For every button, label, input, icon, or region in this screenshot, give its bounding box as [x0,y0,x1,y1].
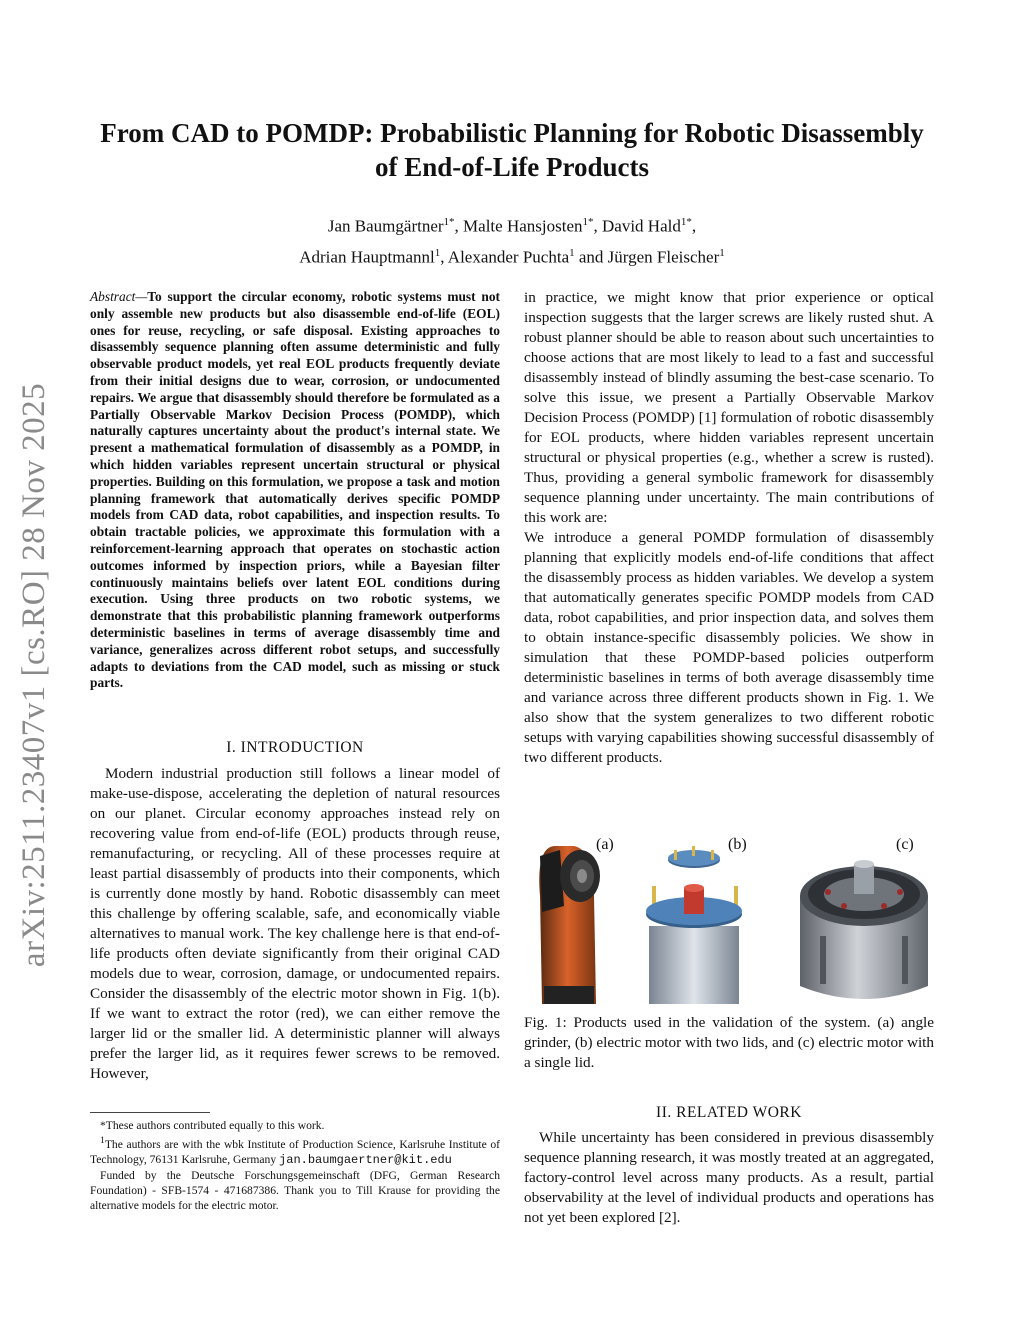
section-heading-introduction: I. INTRODUCTION [226,739,364,756]
angle-grinder-image [539,846,600,1004]
footnote-affiliation [90,1133,500,1168]
author-affiliation-mark: 1* [443,216,455,228]
figure-1-illustration [524,836,934,1004]
paragraph: in practice, we might know that prior experience or optical inspection suggests that the larger screws are likely rusted shut. A robust planner should be able to reason about such uncertainties to choose actions that are most likely to lead to a fast and successful disassembly instead of blindly assuming the best-case scenario. To solve this issue, we present a Partially Observable Markov Decision Process (POMDP) [1] formulation of robotic disassembly for EOL products, where hidden variables represent uncertain structural or physical properties (e.g., whether a screw is rusted). Thus, providing a general symbolic framework for disassembly sequence planning under uncertainty. The main contributions of this work are: [524,289,934,526]
footnote-rule [90,1112,210,1113]
footnotes [90,1118,500,1213]
introduction-body [90,764,500,1084]
title-line-1: From CAD to POMDP: Probabilistic Planning for Robotic Disassembly [100,118,924,148]
related-work-body [524,1128,934,1228]
figure-label-b: (b) [728,836,747,853]
footnote-affiliation-text: The authors are with the wbk Institute of Production Science, Karlsruhe Institute of Technology, 76131 Karlsruhe, Germany [90,1137,500,1166]
electric-motor-two-lids-image [646,846,742,1004]
author-affiliation-mark: 1* [680,216,692,228]
right-column-body [524,288,934,768]
author-email: jan.baumgaertner@kit.edu [279,1152,452,1167]
footnote-funding: Funded by the Deutsche Forschungsgemeinschaft (DFG, German Research Foundation) - SFB-1574 - 471687386. Thank you to Till Krause for providing the alternative models for the electric motor. [90,1168,500,1212]
arxiv-identifier-stamp: arXiv:2511.23407v1 [cs.RO] 28 Nov 2025 [16,382,52,968]
figure-1-products [524,836,934,1004]
abstract [90,289,500,692]
contributions-paragraph: We introduce a general POMDP formulation of disassembly planning that explicitly models end-of-life conditions that affect the disassembly process as hidden variables. We develop a system that automatically generates specific POMDP models from CAD data, robot capabilities, and prior inspection data, and solves them to obtain instance-specific disassembly policies. We show in simulation that these POMDP-based policies outperform deterministic baselines in terms of both average disassembly time and variance across three different products shown in Fig. 1. We also show that the system generalizes to two different robotic setups with varying capabilities showing successful disassembly of two different products. [524,529,934,766]
footnote-mark: 1 [100,1135,105,1146]
author-affiliation-mark: 1* [582,216,594,228]
author-list [150,209,874,270]
paragraph: While uncertainty has been considered in previous disassembly sequence planning research, it was mostly treated at an aggregated, factory-control level across many products. As a result, partial observability at the level of individual products and operations has not yet been explored [2]. [524,1129,934,1226]
author-affiliation-mark: 1 [434,246,441,259]
author-line-2: Adrian Hauptmannl$^1$, Alexander Puchta$^1$ and Jürgen Fleischer$^1$ [299,246,725,267]
section-heading-related-work: II. RELATED WORK [656,1104,802,1121]
author-affiliation-mark: 1 [569,246,575,259]
figure-label-c: (c) [896,836,914,853]
author-affiliation-mark: 1 [719,246,725,259]
electric-motor-single-lid-image [800,860,928,999]
author-name: Jan Baumgärtner [327,216,444,236]
title-line-2: of End-of-Life Products [375,152,649,182]
author-name: David Hald [602,216,681,236]
abstract-text: To support the circular economy, robotic systems must not only assemble new products but also disassemble end-of-life (EOL) ones for reuse, recycling, or safe disposal. Existing approaches to disassembly sequence planning often assume deterministic and fully observable product models, yet real EOL products frequently deviate from their initial designs due to wear, corrosion, or undocumented repairs. We argue that disassembly should therefore be formulated as a Partially Observable Markov Decision Process (POMDP), which naturally captures uncertainty about the product's internal state. We present a mathematical formulation of disassembly as a POMDP, in which hidden variables represent uncertain structural or physical properties. Building on this formulation, we propose a task and motion planning framework that automatically derives specific POMDP models from CAD data, robot capabilities, and inspection results. To obtain tractable policies, we approximate this formulation with a reinforcement-learning approach that operates on stochastic action outcomes informed by inspection priors, while a Bayesian filter continuously maintains beliefs over latent EOL conditions during execution. Using three products on two robotic systems, we demonstrate that this probabilistic planning framework outperforms deterministic baselines in terms of average disassembly time and variance, generalizes across different robot setups, and successfully adapts to deviations from the CAD model, such as missing or stuck parts. [90,289,500,691]
paragraph: Modern industrial production still follows a linear model of make-use-dispose, accelerating the depletion of natural resources on our planet. Circular economy approaches instead rely on recovering value from end-of-life (EOL) products through reuse, remanufacturing, or recycling. All of these processes require at least partial disassembly of products into their components, which is currently done mostly by hand. Robotic disassembly can meet this challenge by offering scalable, safe, and economically viable alternatives to manual work. The key challenge here is that end-of-life products often deviate significantly from their original CAD models due to wear, corrosion, damage, or undocumented repairs. Consider the disassembly of the electric motor shown in Fig. 1(b). If we want to extract the rotor (red), we can either remove the larger lid or the smaller lid. A deterministic planner will always prefer the larger lid, as it requires fewer screws to be removed. However, [90,765,500,1082]
figure-label-a: (a) [596,836,614,853]
author-name: Malte Hansjosten [463,216,583,236]
author-name: Alexander Puchta [447,247,570,267]
author-name: Adrian Hauptmannl [299,247,435,267]
author-line-1: Jan Baumgärtner$^{1*}$, Malte Hansjosten$^{1*}$, David Hald$^{1*}$, [327,216,697,236]
author-name: Jürgen Fleischer [607,247,720,267]
paper-title [70,116,954,184]
footnote-equal-contribution: *These authors contributed equally to this work. [100,1119,325,1132]
abstract-lead: Abstract— [90,289,148,304]
figure-1-caption: Fig. 1: Products used in the validation of the system. (a) angle grinder, (b) electric motor with two lids, and (c) electric motor with a single lid. [524,1014,934,1071]
